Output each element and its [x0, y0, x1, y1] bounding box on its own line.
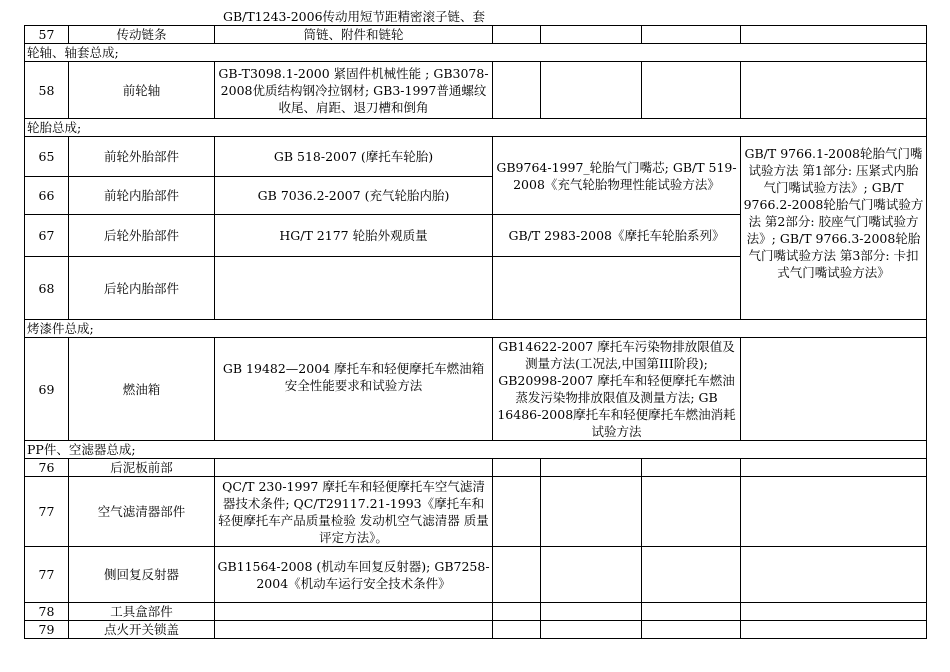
- table-row: [25, 603, 927, 621]
- standard-cell: GB-T3098.1-2000 紧固件机械性能 ; GB3078-2008优质结构钢冷拉钢材; GB3-1997普通螺纹收尾、肩距、退刀槽和倒角: [215, 62, 493, 119]
- part-name: 侧回复反射器: [69, 547, 215, 603]
- standard-cell: QC/T 230-1997 摩托车和轻便摩托车空气滤清器技术条件; QC/T29117.21-1993《摩托车和轻便摩托车产品质量检验 发动机空气滤清器 质量评定方法》。: [215, 477, 493, 547]
- row-number: 79: [25, 621, 69, 639]
- standard-cell: GB14622-2007 摩托车污染物排放限值及测量方法(工况法,中国第III阶段); GB20998-2007 摩托车和轻便摩托车燃油蒸发污染物排放限值及测量方法; GB 16486-2008摩托车和轻便摩托车燃油消耗试验方法: [493, 338, 741, 441]
- row-number: 68: [25, 257, 69, 320]
- row-number: 76: [25, 459, 69, 477]
- table-row: [25, 338, 927, 441]
- standard-cell: GB9764-1997_轮胎气门嘴芯; GB/T 519-2008《充气轮胎物理性能试验方法》: [493, 137, 741, 215]
- row-number: 77: [25, 547, 69, 603]
- table-row: [25, 459, 927, 477]
- standard-cell: GB/T 2983-2008《摩托车轮胎系列》: [493, 215, 741, 257]
- row-57-standard-line1: GB/T1243-2006传动用短节距精密滚子链、套: [222, 9, 486, 24]
- part-name: 后泥板前部: [69, 459, 215, 477]
- table-row: [25, 137, 927, 177]
- standard-cell: 筒链、附件和链轮: [215, 26, 493, 44]
- part-name: 点火开关锁盖: [69, 621, 215, 639]
- standards-table: [24, 25, 927, 639]
- row-number: 69: [25, 338, 69, 441]
- part-name: 前轮外胎部件: [69, 137, 215, 177]
- part-name: 空气滤清器部件: [69, 477, 215, 547]
- row-number: 77: [25, 477, 69, 547]
- table-row: [25, 477, 927, 547]
- table-row: [25, 62, 927, 119]
- section-header-row: [25, 320, 927, 338]
- row-number: 65: [25, 137, 69, 177]
- table-row: [25, 26, 927, 44]
- row-number: 67: [25, 215, 69, 257]
- section-title: PP件、空滤器总成;: [25, 441, 927, 459]
- section-title: 轮轴、轴套总成;: [25, 44, 927, 62]
- section-header-row: [25, 119, 927, 137]
- section-header-row: [25, 441, 927, 459]
- standard-cell: GB11564-2008 (机动车回复反射器); GB7258-2004《机动车运行安全技术条件》: [215, 547, 493, 603]
- table-row: [25, 547, 927, 603]
- part-name: 传动链条: [69, 26, 215, 44]
- part-name: 燃油箱: [69, 338, 215, 441]
- part-name: 前轮内胎部件: [69, 177, 215, 215]
- part-name: 前轮轴: [69, 62, 215, 119]
- standard-cell: GB 518-2007 (摩托车轮胎): [215, 137, 493, 177]
- part-name: 工具盒部件: [69, 603, 215, 621]
- table-row: [25, 621, 927, 639]
- row-number: 57: [25, 26, 69, 44]
- standard-cell: GB/T 9766.1-2008轮胎气门嘴试验方法 第1部分: 压紧式内胎气门嘴试验方法》; GB/T 9766.2-2008轮胎气门嘴试验方法 第2部分: 胶座气门嘴试验方法》; GB/T 9766.3-2008轮胎气门嘴试验方法 第3部分: 卡扣式气门嘴试验方法》: [741, 137, 927, 320]
- section-title: 轮胎总成;: [25, 119, 927, 137]
- section-title: 烤漆件总成;: [25, 320, 927, 338]
- row-number: 66: [25, 177, 69, 215]
- standard-cell: GB 7036.2-2007 (充气轮胎内胎): [215, 177, 493, 215]
- part-name: 后轮外胎部件: [69, 215, 215, 257]
- section-header-row: [25, 44, 927, 62]
- row-number: 58: [25, 62, 69, 119]
- part-name: 后轮内胎部件: [69, 257, 215, 320]
- standard-cell: GB 19482—2004 摩托车和轻便摩托车燃油箱安全性能要求和试验方法: [215, 338, 493, 441]
- standard-cell: HG/T 2177 轮胎外观质量: [215, 215, 493, 257]
- row-number: 78: [25, 603, 69, 621]
